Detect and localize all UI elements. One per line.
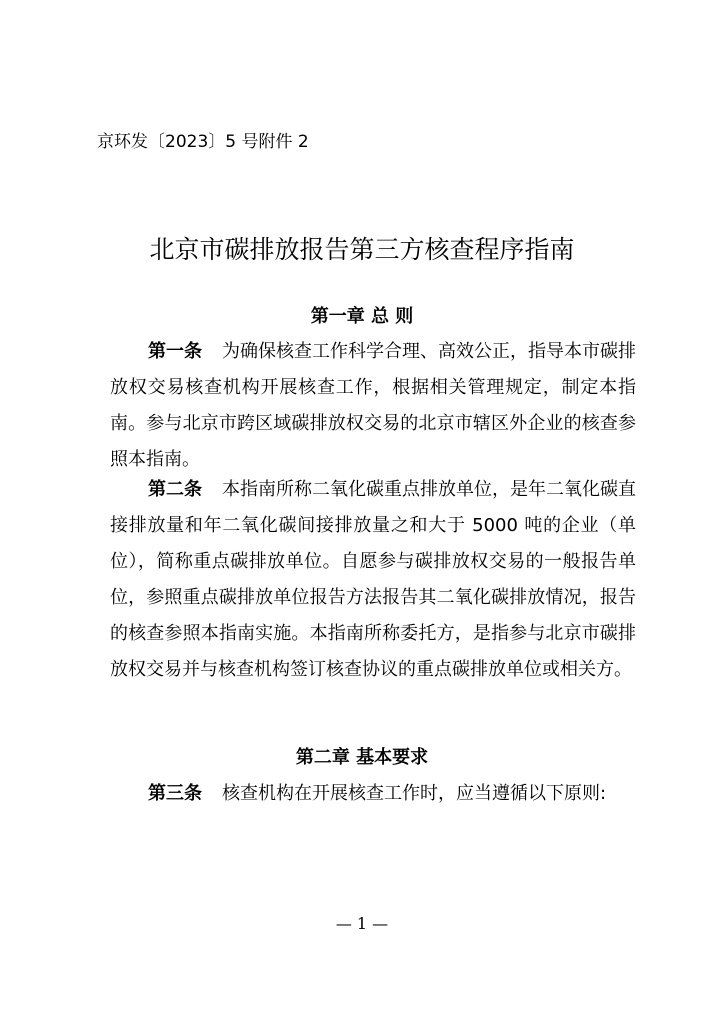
article-text: 为确保核查工作科学合理、高效公正，指导本市碳排放权交易核查机构开展核查工作，根据相关管理规定，制定本指南。参与北京市跨区域碳排放权交易的北京市辖区外企业的核查参照本指南。 — [110, 341, 636, 470]
article-1 — [110, 334, 636, 478]
article-text: 本指南所称二氧化碳重点排放单位，是年二氧化碳直接排放量和年二氧化碳间接排放量之和大于 5000 吨的企业（单位），简称重点碳排放单位。自愿参与碳排放权交易的一般报告单位，参照重点碳排放单位报告方法报告其二氧化碳排放情况，报告的核查参照本指南实施。本指南所称委托方，是指参与北京市碳排放权交易并与核查机构签订核查协议的重点碳排放单位或相关方。 — [110, 479, 636, 680]
article-text: 核查机构在开展核查工作时，应当遵循以下原则: — [222, 783, 607, 804]
article-3 — [110, 776, 636, 812]
article-label: 第一条 — [148, 341, 202, 362]
chapter-heading-1: 第一章 总 则 — [310, 306, 414, 327]
article-label: 第二条 — [148, 479, 202, 500]
document-title: 北京市碳排放报告第三方核查程序指南 — [149, 235, 575, 264]
article-label: 第三条 — [148, 783, 202, 804]
attachment-note: 京环发〔2023〕5 号附件 2 — [97, 132, 309, 152]
chapter-heading-2: 第二章 基本要求 — [295, 747, 429, 768]
page-number: — 1 — — [335, 914, 389, 933]
article-2 — [110, 472, 636, 688]
